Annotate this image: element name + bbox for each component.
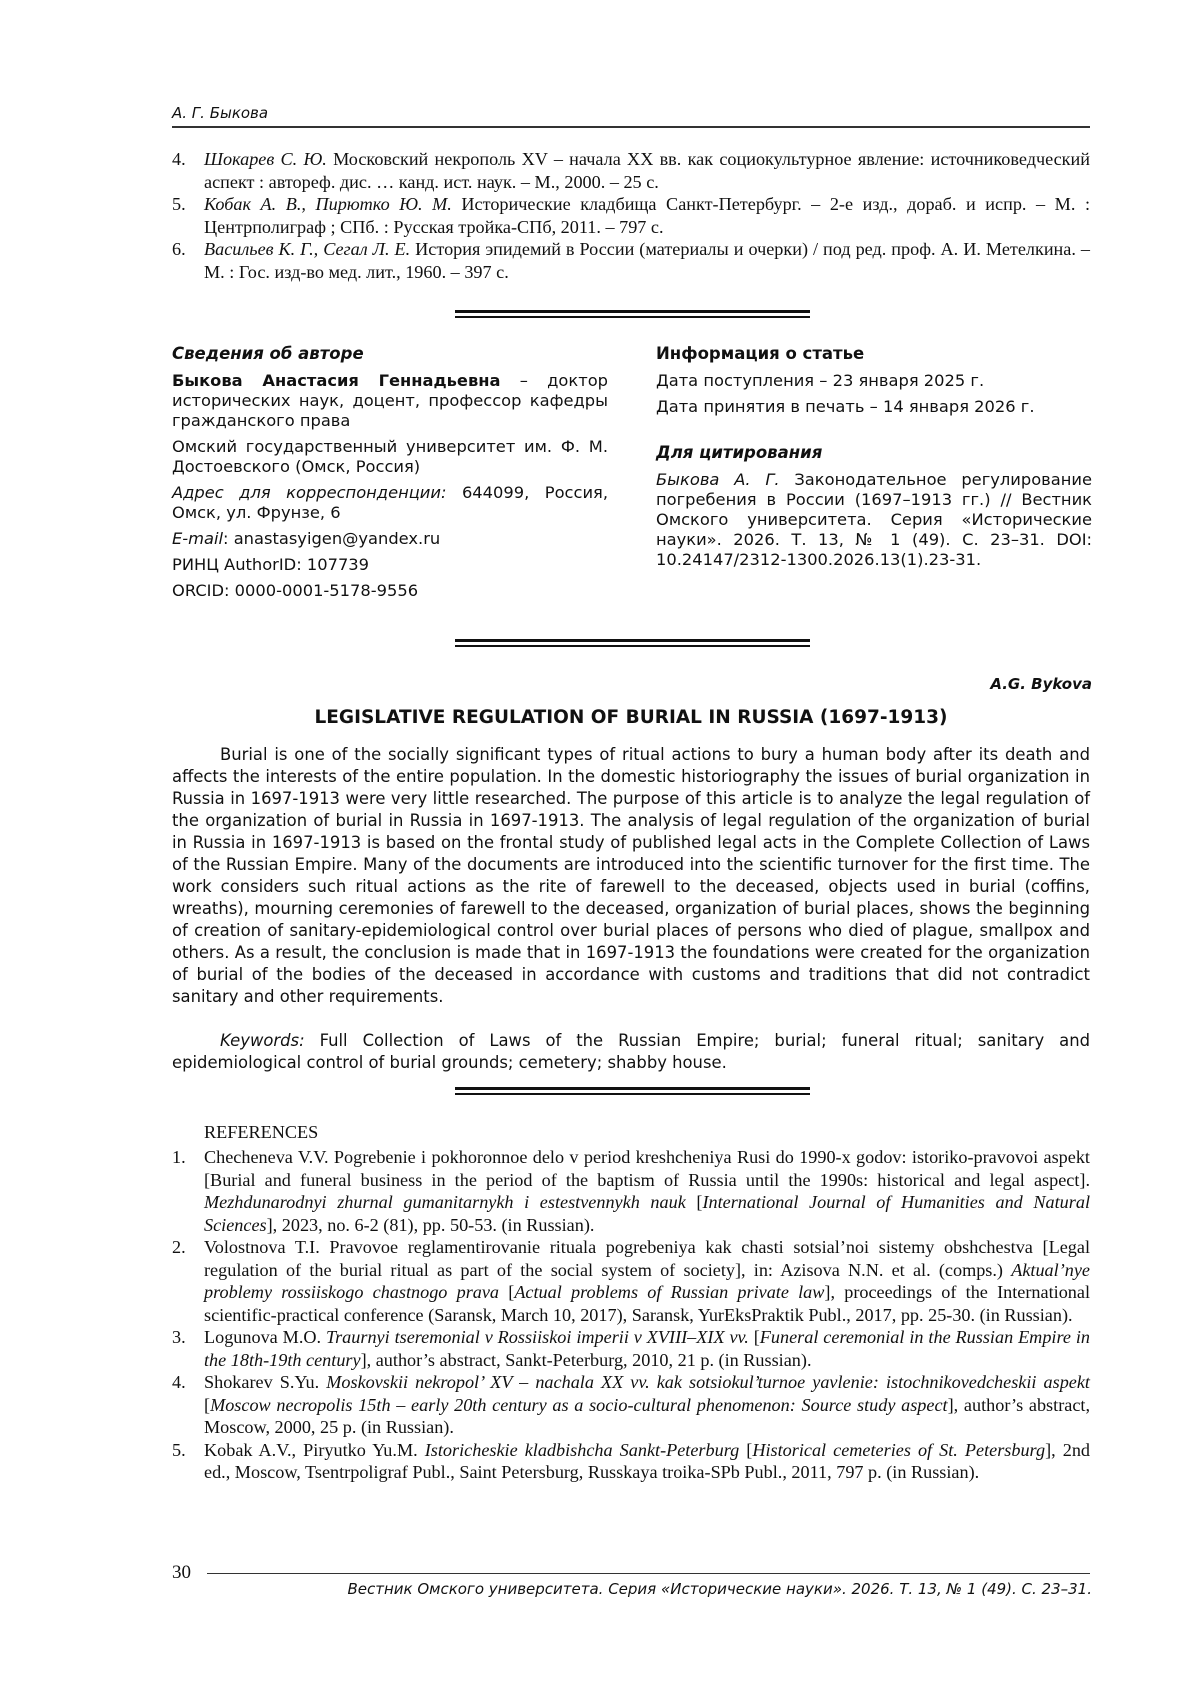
reference-text xyxy=(204,193,1090,238)
reference-item xyxy=(172,1146,1090,1236)
citation-heading: Для цитирования xyxy=(656,443,823,462)
reference-details: Исторические кладбища Санкт-Петербург. – 2-е изд., дораб. и испр. – М. : Центрполиграф ; СПб. : Русская тройка-СПб, 2011. – 797 с. xyxy=(204,194,1090,237)
reference-item xyxy=(172,1371,1090,1439)
journal-footer: Вестник Омского университета. Серия «Исторические науки». 2026. Т. 13, № 1 (49). С. 23–31. xyxy=(347,1580,1092,1598)
reference-details: История эпидемий в России (материалы и очерки) / под ред. проф. А. И. Метелкина. – М. : Гос. изд-во мед. лит., 1960. – 397 с. xyxy=(204,239,1090,282)
email-value[interactable]: : anastasyigen@yandex.ru xyxy=(223,529,441,548)
reference-number: 5. xyxy=(172,1439,186,1460)
reference-number: 2. xyxy=(172,1237,186,1257)
reference-text xyxy=(204,148,1090,193)
header-rule xyxy=(172,126,1090,128)
email-label: E-mail xyxy=(172,529,224,548)
reference-number: 5. xyxy=(172,194,186,214)
english-abstract: Burial is one of the socially significant types of ritual actions to bury a human body after its death and affects the interests of the entire population. In the domestic historiography the issues of burial organization in Russia in 1697-1913 were very little researched. The purpose of this article is to analyze the legal regulation of the organization of burial in Russia in 1697-1913. The analysis of legal regulation of the organization of burial in Russia in 1697-1913 is based on the frontal study of published legal acts in the Complete Collection of Laws of the Russian Empire. Many of the documents are introduced into the scientific turnover for the first time. The work considers such ritual actions as the rite of farewell to the deceased, objects used in burial (coffins, wreaths), mourning ceremonies of farewell to the deceased, organization of burial places, shows the beginning of creation of sanitary-epidemiological control over burial places of persons who died of plague, smallpox and others. As a result, the conclusion is made that in 1697-1913 the foundations were created for the organization of burial of the bodies of the deceased in accordance with customs and traditions that did not contradict sanitary and other requirements. xyxy=(172,745,1090,1006)
reference-author: Шокарев С. Ю. xyxy=(204,149,327,169)
reference-list-en xyxy=(172,1146,1090,1484)
references-heading: REFERENCES xyxy=(204,1122,319,1142)
footer-rule xyxy=(207,1573,1090,1574)
reference-number: 1. xyxy=(172,1147,186,1167)
reference-text: Shokarev S.Yu. Moskovskii nekropol’ XV – nachala XX vv. kak sotsiokul’turnoe yavlenie: istochnikovedcheskii aspekt [Moscow necropolis 15th – early 20th century as a socio-cultural phenomenon: Source study aspect], author’s abstract, Moscow, 2000, 25 p. (in Russian). xyxy=(204,1372,1090,1437)
reference-item xyxy=(172,148,1090,193)
reference-text: Volostnova T.I. Pravovoe reglamentirovanie rituala pogrebeniya kak chasti sotsial’noi sistemy obshchestva [Legal regulation of the burial ritual as part of the social system of society], in: Azisova N.N. et al. (comps.) Aktual’nye problemy rossiiskogo chastnogo prava [Actual problems of Russian private law], proceedings of the International scientific-practical conference (Saransk, March 10, 2017), Saransk, YurEksPraktik Publ., 2017, pp. 25-30. (in Russian). xyxy=(204,1237,1091,1325)
author-email xyxy=(172,529,608,549)
reference-number: 4. xyxy=(172,149,186,169)
keywords-text: Full Collection of Laws of the Russian Empire; burial; funeral ritual; sanitary and epidemiological control of burial grounds; cemetery; shabby house. xyxy=(172,1031,1090,1072)
reference-author: Кобак А. В., Пирютко Ю. М. xyxy=(204,194,452,214)
english-keywords xyxy=(172,1030,1090,1074)
reference-author: Васильев К. Г., Сегал Л. Е. xyxy=(204,239,411,259)
reference-text: Checheneva V.V. Pogrebenie i pokhoronnoe delo v period kreshcheniya Rusi do 1990-x godov: istoriko-pravovoi aspekt [Burial and funeral business in the period of the baptism of Russia until the 1990s: historical and legal aspect]. Mezhdunarodnyi zhurnal gumanitarnykh i estestvennykh nauk [International Journal of Humanities and Natural Sciences], 2023, no. 6-2 (81), pp. 50-53. (in Russian). xyxy=(204,1147,1090,1235)
address-label: Адрес для корреспонденции: xyxy=(172,483,447,502)
author-orcid: ORCID: 0000-0001-5178-9556 xyxy=(172,581,419,600)
reference-item xyxy=(172,1326,1090,1371)
author-info-heading: Сведения об авторе xyxy=(172,344,364,363)
reference-text xyxy=(204,238,1090,283)
keywords-label: Keywords: xyxy=(220,1031,305,1050)
reference-list-ru xyxy=(172,148,1090,283)
reference-item xyxy=(172,1236,1090,1326)
english-title: LEGISLATIVE REGULATION OF BURIAL IN RUSSIA (1697-1913) xyxy=(314,707,948,728)
article-info xyxy=(656,344,1092,576)
reference-number: 4. xyxy=(172,1372,186,1392)
section-separator xyxy=(455,310,810,318)
date-received: Дата поступления – 23 января 2025 г. xyxy=(656,371,985,390)
reference-details: Московский некрополь XV – начала XX вв. как социокультурное явление: источниковедческий аспект : автореф. дис. … канд. ист. наук. – М., 2000. – 25 с. xyxy=(204,149,1090,192)
author-name-position xyxy=(172,371,608,431)
author-name: Быкова Анастасия Геннадьевна xyxy=(172,371,501,390)
reference-text: Kobak A.V., Piryutko Yu.M. Istoricheskie kladbishcha Sankt-Peterburg [Historical cemeteries of St. Petersburg], 2nd ed., Moscow, Tsentrpoligraf Publ., Saint Petersburg, Russkaya troika-SPb Publ., 2011, 797 p. (in Russian). xyxy=(204,1439,1091,1482)
reference-text: Logunova M.O. Traurnyi tseremonial v Rossiiskoi imperii v XVIII–XIX vv. [Funeral ceremonial in the Russian Empire in the 18th-19th century], author’s abstract, Sankt-Peterburg, 2010, 21 p. (in Russian). xyxy=(204,1327,1091,1370)
author-rinc-id: РИНЦ AuthorID: 107739 xyxy=(172,555,370,574)
citation-text: Законодательное регулирование погребения в России (1697–1913 гг.) // Вестник Омского университета. Серия «Исторические науки». 2026. Т. 13, № 1 (49). С. 23–31. DOI: 10.24147/2312-1300.2026.13(1).23-31. xyxy=(656,470,1092,569)
section-separator xyxy=(455,1087,810,1095)
author-affiliation: Омский государственный университет им. Ф. М. Достоевского (Омск, Россия) xyxy=(172,437,608,476)
address-value: 644099, Россия, Омск, ул. Фрунзе, 6 xyxy=(172,483,608,522)
reference-item xyxy=(172,1439,1090,1484)
running-header: А. Г. Быкова xyxy=(172,104,269,122)
citation xyxy=(656,470,1092,570)
page-number: 30 xyxy=(172,1562,191,1583)
author-position: – доктор исторических наук, доцент, профессор кафедры гражданского права xyxy=(172,371,608,430)
author-info xyxy=(172,344,608,607)
article-info-heading: Информация о статье xyxy=(656,344,865,363)
reference-number: 6. xyxy=(172,239,186,259)
reference-item xyxy=(172,238,1090,283)
reference-item xyxy=(172,193,1090,238)
date-accepted: Дата принятия в печать – 14 января 2026 г. xyxy=(656,397,1035,416)
citation-author: Быкова А. Г. xyxy=(656,470,780,489)
reference-number: 3. xyxy=(172,1327,186,1347)
author-address xyxy=(172,483,608,523)
section-separator xyxy=(455,639,810,647)
english-author: A.G. Bykova xyxy=(990,675,1092,693)
